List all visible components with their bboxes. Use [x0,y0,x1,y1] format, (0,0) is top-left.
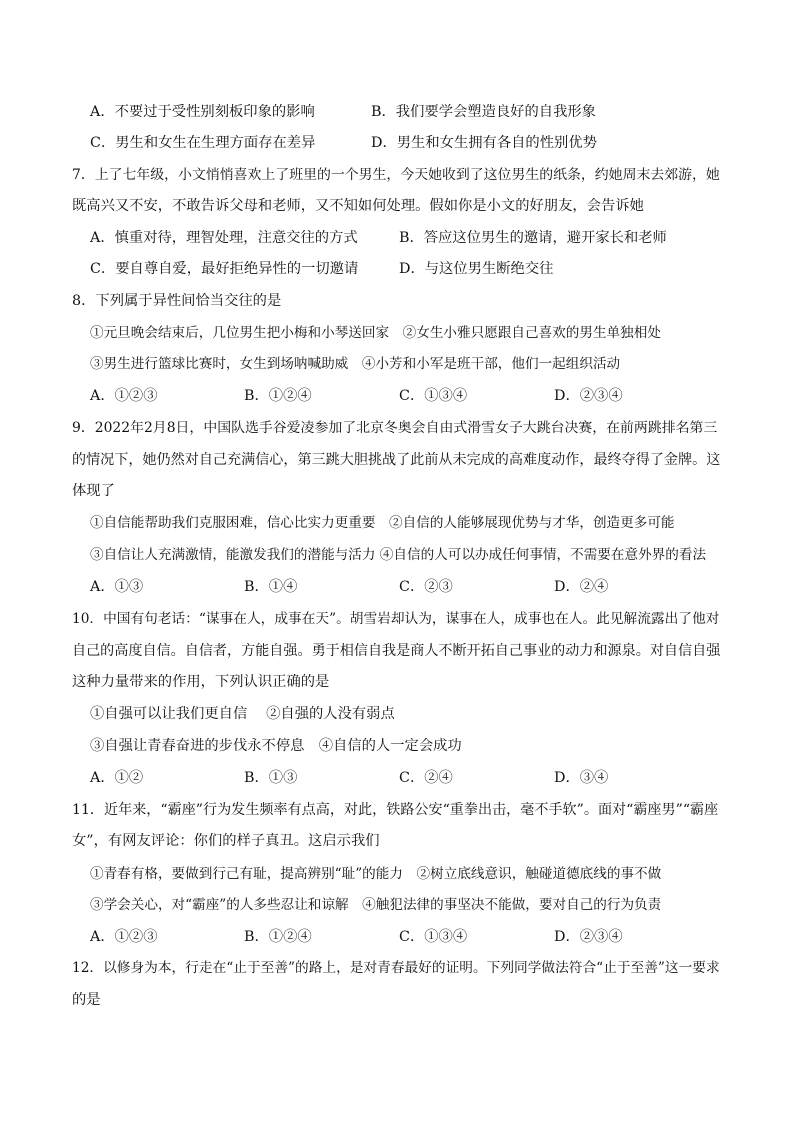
q10-item-line-2: ③自强让青春奋进的步伐永不停息 ④自信的人一定会成功 [90,738,462,754]
q12-stem-line-1: 12．以修身为本，行走在“止于至善”的路上，是对青春最好的证明。下列同学做法符合“止于至善”这一要求 [72,960,720,976]
q9-option-a: A．①③ [90,579,144,595]
q11-option-a: A．①②③ [90,929,158,945]
q11-item-line-1: ①青春有格，要做到行己有耻，提高辨别“耻”的能力 ②树立底线意识，触碰道德底线的事不做 [90,866,662,882]
q6-option-d: D．男生和女生拥有各自的性别优势 [371,135,597,151]
q8-option-c: C．①③④ [399,388,468,404]
q11-item-line-2: ③学会关心，对“霸座”的人多些忍让和谅解 ④触犯法律的事坚决不能做，要对自己的行为负责 [90,897,662,913]
q8-option-b: B．①②④ [244,388,312,404]
q7-option-a: A．慎重对待，理智处理，注意交往的方式 [90,230,358,246]
q9-item-line-2: ③自信让人充满激情，能激发我们的潜能与活力 ④自信的人可以办成任何事情，不需要在意外界的看法 [90,547,707,563]
q10-option-a: A．①② [90,770,144,786]
q12-stem-line-2: 的是 [72,992,101,1008]
q10-stem-line-2: 自己的高度自信。自信者，方能自强。勇于相信自我是商人不断开拓自己事业的动力和源泉。对自信自强 [72,643,721,659]
q9-item-line-1: ①自信能帮助我们克服困难，信心比实力更重要 ②自信的人能够展现优势与才华，创造更多可能 [90,515,675,531]
q10-item-line-1: ①自强可以让我们更自信 ②自强的人没有弱点 [90,706,395,722]
q11-option-c: C．①③④ [399,929,468,945]
q11-stem-line-1: 11．近年来，“霸座”行为发生频率有点高，对此，铁路公安“重拳出击，毫不手软”。面对“霸座男”“霸座 [72,802,719,818]
q11-option-b: B．①②④ [244,929,312,945]
q7-option-d: D．与这位男生断绝交往 [399,261,554,277]
q7-option-c: C．要自尊自爱，最好拒绝异性的一切邀请 [90,261,359,277]
q7-stem-line-2: 既高兴又不安，不敢告诉父母和老师，又不知如何处理。假如你是小文的好朋友，会告诉她 [72,198,644,214]
q9-option-c: C．②③ [399,579,453,595]
q9-option-b: B．①④ [244,579,298,595]
q8-item-line-2: ③男生进行篮球比赛时，女生到场呐喊助威 ④小芳和小军是班干部，他们一起组织活动 [90,356,621,372]
q10-option-c: C．②④ [399,770,453,786]
q10-stem-line-1: 10．中国有句老话：“谋事在人，成事在天”。胡雪岩却认为，谋事在人，成事也在人。此见解流露出了他对 [72,611,720,627]
q8-stem: 8．下列属于异性间恰当交往的是 [72,293,282,309]
q6-option-c: C．男生和女生在生理方面存在差异 [90,135,316,151]
q9-stem-line-2: 的情况下，她仍然对自己充满信心，第三跳大胆挑战了此前从未完成的高难度动作，最终夺得了金牌。这 [72,452,721,468]
q8-item-line-1: ①元旦晚会结束后，几位男生把小梅和小琴送回家 ②女生小雅只愿跟自己喜欢的男生单独相处 [90,325,661,341]
q9-stem-line-1: 9．2022年2月8日，中国队选手谷爱凌参加了北京冬奥会自由式滑雪女子大跳台决赛，在前两跳排名第三 [72,420,718,436]
q9-stem-line-3: 体现了 [72,483,115,499]
q6-option-a: A．不要过于受性别刻板印象的影响 [90,104,315,120]
q10-option-b: B．①③ [244,770,298,786]
q8-option-a: A．①②③ [90,388,158,404]
q8-option-d: D．②③④ [554,388,623,404]
q10-option-d: D．③④ [554,770,609,786]
q9-option-d: D．②④ [554,579,609,595]
q11-stem-line-2: 女”，有网友评论：你们的样子真丑。这启示我们 [72,833,380,849]
q11-option-d: D．②③④ [554,929,623,945]
q7-stem-line-1: 7．上了七年级，小文悄悄喜欢上了班里的一个男生，今天她收到了这位男生的纸条，约她周末去郊游，她 [72,167,720,183]
q10-stem-line-3: 这种力量带来的作用，下列认识正确的是 [72,674,330,690]
q7-option-b: B．答应这位男生的邀请，避开家长和老师 [399,230,667,246]
q6-option-b: B．我们要学会塑造良好的自我形象 [371,104,596,120]
